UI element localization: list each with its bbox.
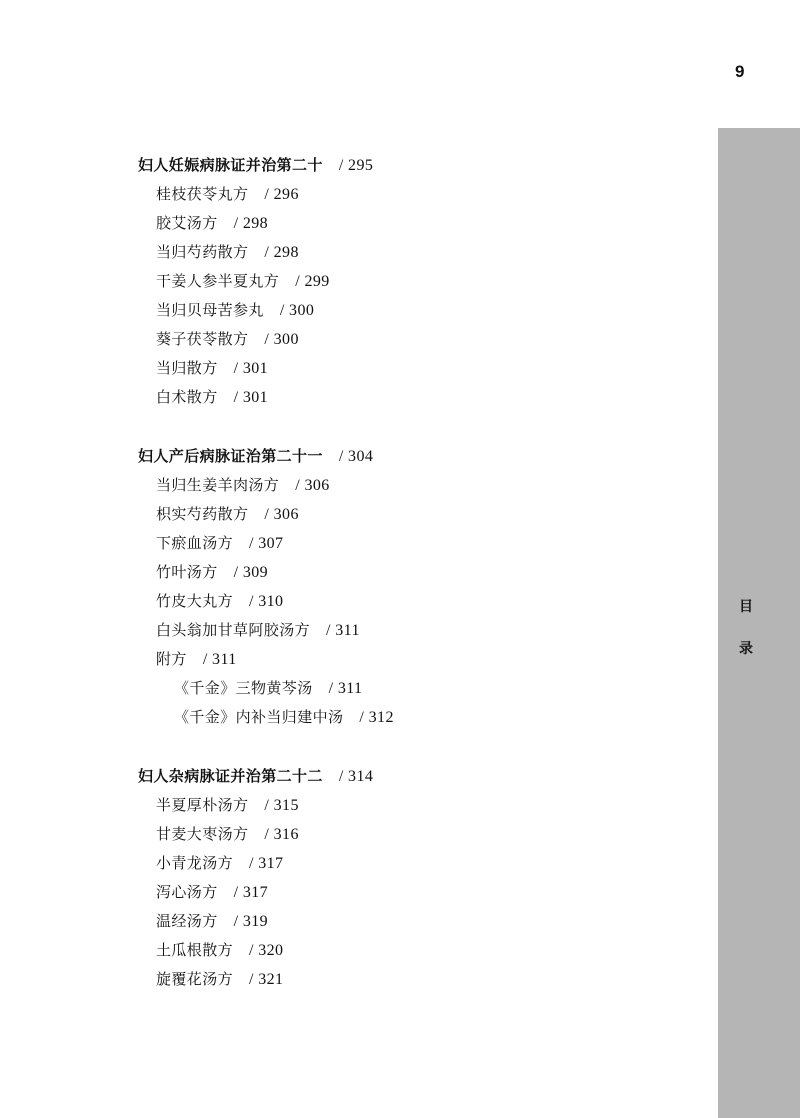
entry-page: / 300 — [264, 331, 299, 348]
entry-title: 半夏厚朴汤方 — [156, 796, 249, 814]
entry-title: 泻心汤方 — [156, 883, 218, 901]
toc-entry[interactable] — [156, 387, 268, 408]
entry-page: / 311 — [328, 680, 363, 697]
entry-title: 胶艾汤方 — [156, 214, 218, 232]
entry-title: 《千金》三物黄芩汤 — [174, 679, 313, 697]
entry-page: / 301 — [233, 360, 269, 377]
toc-entry[interactable] — [156, 969, 283, 990]
entry-page: / 317 — [249, 855, 284, 872]
entry-title: 旋覆花汤方 — [156, 970, 234, 988]
toc-entry[interactable] — [156, 620, 360, 641]
entry-title: 竹叶汤方 — [156, 563, 218, 581]
toc-entry[interactable] — [156, 533, 283, 554]
side-tab — [718, 128, 800, 1118]
entry-page: / 321 — [249, 971, 284, 988]
toc-subentry[interactable] — [174, 707, 394, 728]
entry-title: 当归芍药散方 — [156, 243, 249, 261]
entry-title: 土瓜根散方 — [156, 941, 234, 959]
toc-entry[interactable] — [156, 358, 268, 379]
toc-subentry[interactable] — [174, 678, 362, 699]
side-tab-char-mu: 目 — [739, 599, 753, 615]
section-title: 妇人妊娠病脉证并治第二十 — [138, 156, 323, 174]
entry-page: / 298 — [264, 244, 299, 261]
entry-page: / 312 — [359, 709, 394, 726]
toc-section-heading[interactable] — [138, 155, 373, 176]
section-page: / 304 — [338, 448, 374, 465]
entry-page: / 301 — [233, 389, 269, 406]
entry-title: 枳实芍药散方 — [156, 505, 249, 523]
entry-title: 当归贝母苦参丸 — [156, 301, 264, 319]
entry-page: / 311 — [202, 651, 237, 668]
toc-entry[interactable] — [156, 591, 283, 612]
entry-title: 白术散方 — [156, 388, 218, 406]
toc-entry[interactable] — [156, 184, 299, 205]
side-tab-char-lu: 录 — [739, 641, 753, 657]
toc-entry[interactable] — [156, 853, 283, 874]
entry-title: 葵子茯苓散方 — [156, 330, 249, 348]
toc-section-heading[interactable] — [138, 446, 373, 467]
entry-title: 《千金》内补当归建中汤 — [174, 708, 344, 726]
entry-title: 小青龙汤方 — [156, 854, 234, 872]
entry-title: 附方 — [156, 650, 187, 668]
page-number: 9 — [735, 62, 745, 81]
toc-entry[interactable] — [156, 882, 268, 903]
entry-title: 温经汤方 — [156, 912, 218, 930]
entry-page: / 300 — [279, 302, 315, 319]
toc-entry[interactable] — [156, 213, 268, 234]
entry-page: / 310 — [249, 593, 284, 610]
entry-page: / 306 — [264, 506, 299, 523]
toc-section-heading[interactable] — [138, 766, 373, 787]
toc-entry[interactable] — [156, 504, 299, 525]
entry-page: / 299 — [295, 273, 330, 290]
toc-entry[interactable] — [156, 795, 299, 816]
entry-title: 白头翁加甘草阿胶汤方 — [156, 621, 311, 639]
toc-entry[interactable] — [156, 271, 330, 292]
section-page: / 314 — [338, 768, 374, 785]
entry-page: / 320 — [249, 942, 284, 959]
entry-page: / 315 — [264, 797, 299, 814]
toc-entry[interactable] — [156, 329, 299, 350]
toc-entry[interactable] — [156, 242, 299, 263]
section-title: 妇人产后病脉证治第二十一 — [138, 447, 323, 465]
entry-title: 桂枝茯苓丸方 — [156, 185, 249, 203]
section-page: / 295 — [338, 157, 374, 174]
entry-page: / 316 — [264, 826, 299, 843]
toc-entry[interactable] — [156, 911, 268, 932]
entry-page: / 311 — [326, 622, 360, 639]
entry-title: 当归散方 — [156, 359, 218, 377]
entry-page: / 309 — [233, 564, 269, 581]
entry-title: 甘麦大枣汤方 — [156, 825, 249, 843]
entry-page: / 317 — [233, 884, 269, 901]
toc-entry[interactable] — [156, 940, 283, 961]
entry-page: / 307 — [249, 535, 284, 552]
entry-page: / 319 — [233, 913, 269, 930]
entry-page: / 298 — [233, 215, 269, 232]
section-title: 妇人杂病脉证并治第二十二 — [138, 767, 323, 785]
toc-entry[interactable] — [156, 475, 330, 496]
entry-title: 下瘀血汤方 — [156, 534, 234, 552]
toc-entry[interactable] — [156, 300, 314, 321]
toc-entry[interactable] — [156, 649, 237, 670]
entry-title: 竹皮大丸方 — [156, 592, 234, 610]
entry-page: / 296 — [264, 186, 299, 203]
entry-title: 干姜人参半夏丸方 — [156, 272, 280, 290]
toc-entry[interactable] — [156, 562, 268, 583]
entry-title: 当归生姜羊肉汤方 — [156, 476, 280, 494]
entry-page: / 306 — [295, 477, 330, 494]
toc-entry[interactable] — [156, 824, 299, 845]
